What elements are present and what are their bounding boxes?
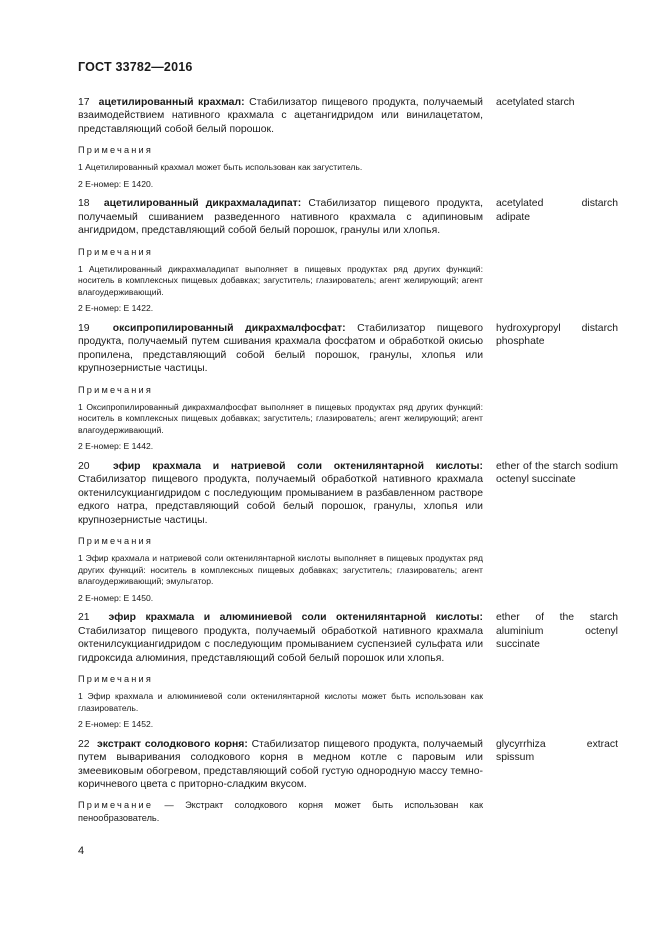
term-text: Стабилизатор пищевого продукта, получаемый путем вываривания солодкового корня в медном котле с паровым или змеевиковым обогревом, представляющий собой густую однородную массу темно-коричневого цвета с приторно-сладким вкусом.	[78, 738, 483, 791]
term-title: ацетилированный дикрахмаладипат:	[103, 198, 302, 210]
term-text: Стабилизатор пищевого продукта, получаемый сшиванием разведенного нативного крахмала с адипиновым ангидридом, представляющий собой белый порошок, гранулы или хлопья.	[78, 198, 483, 237]
note-item: 2 Е-номер: Е 1442.	[78, 441, 154, 452]
term-number: 22	[78, 738, 90, 750]
note-item: 1 Ацетилированный дикрахмаладипат выполняет в пищевых продуктах ряд других функций: носитель в комплексных пищевых добавках; загуститель; глазирователь; агент желирующий; агент влагоудерживающий.	[78, 263, 483, 297]
term-text: Стабилизатор пищевого продукта, получаемый взаимодействием нативного крахмала с ацетангидридом или винилацетатом, представляющий собой белый порошок.	[78, 97, 483, 135]
notes-title: Примечания	[78, 536, 154, 547]
term-definition	[78, 322, 483, 376]
page-number: 4	[78, 845, 85, 857]
term-number: 19	[78, 323, 90, 334]
english-equivalent: ether of the starch sodium octenyl succinate	[496, 461, 618, 486]
note-item: 2 Е-номер: Е 1450.	[78, 592, 154, 603]
term-definition	[78, 96, 483, 136]
note-item: 2 Е-номер: Е 1452.	[78, 719, 154, 730]
term-entry-19	[78, 322, 618, 453]
term-definition	[78, 738, 483, 792]
note-item: 1 Эфир крахмала и алюминиевой соли октенилянтарной кислоты может быть использован как глазирователь.	[78, 691, 483, 713]
term-title: эфир крахмала и натриевой соли октенилянтарной кислоты:	[112, 461, 483, 472]
term-title: ацетилированный крахмал:	[98, 97, 245, 108]
term-entry-22	[78, 738, 618, 825]
term-entry-20	[78, 460, 618, 604]
document-header: ГОСТ 33782—2016	[78, 60, 193, 74]
term-definition	[78, 611, 483, 665]
term-text: Стабилизатор пищевого продукта, получаемый путем сшивания крахмала фосфатом и обработкой окисью пропилена, представляющий собой белый порошок, гранулы, хлопья или крупнозернистые частицы.	[78, 323, 483, 375]
term-number: 18	[78, 198, 90, 210]
term-title: экстракт солодкового корня:	[97, 738, 248, 750]
term-entry-18	[78, 197, 618, 315]
term-title: эфир крахмала и алюминиевой соли октенилянтарной кислоты:	[108, 612, 483, 624]
notes-title: Примечания	[78, 674, 154, 685]
term-text: Стабилизатор пищевого продукта, получаемый обработкой нативного крахмала октенилсукциангидридом с последующим промыванием в разбавленном растворе едкого натра, представляющий собой белый порошок, гранулы, хлопья или крупнозернистые частицы.	[78, 474, 483, 526]
english-equivalent: glycyrrhiza extract spissum	[496, 738, 618, 764]
term-number: 20	[78, 461, 90, 472]
notes-title: Примечания	[78, 145, 154, 156]
term-entry-21	[78, 611, 618, 730]
term-number: 21	[78, 612, 90, 624]
note-label: Примечание	[78, 800, 154, 811]
single-note	[78, 799, 483, 824]
note-item: 1 Ацетилированный крахмал может быть использован как загуститель.	[78, 162, 363, 173]
note-item: 2 Е-номер: Е 1420.	[78, 178, 154, 189]
notes-title: Примечания	[78, 384, 154, 395]
english-equivalent: ether of the starch aluminium octenyl succinate	[496, 612, 618, 651]
term-definition	[78, 197, 483, 237]
term-text: Стабилизатор пищевого продукта, получаемый обработкой нативного крахмала октенилсукциангидридом с последующим промыванием суспензией сульфата или гидроксида алюминия, представляющий собой белый порошок или хлопья.	[78, 625, 483, 664]
term-entry-17	[78, 96, 618, 190]
term-title: оксипропилированный дикрахмалфосфат:	[112, 323, 346, 334]
term-number: 17	[78, 97, 90, 108]
note-item: 2 Е-номер: Е 1422.	[78, 303, 154, 314]
notes-title: Примечания	[78, 246, 154, 257]
english-equivalent: hydroxypropyl distarch phosphate	[496, 323, 618, 348]
note-item: 1 Оксипропилированный дикрахмалфосфат выполняет в пищевых продуктах ряд других функций: носитель в комплексных пищевых добавках; загуститель; глазирователь; агент желирующий; агент влагоудерживающий.	[78, 401, 483, 435]
english-equivalent: acetylated starch	[496, 97, 575, 108]
note-text: — Экстракт солодкового корня может быть использован как пенообразователь.	[78, 800, 483, 824]
term-definition	[78, 460, 483, 527]
english-equivalent: acetylated distarch adipate	[496, 198, 618, 223]
note-item: 1 Эфир крахмала и натриевой соли октенилянтарной кислоты выполняет в пищевых продуктах ряд других функций: носитель в комплексных пищевых добавках; загуститель; глазирователь; агент влагоудерживающий; эмульгатор.	[78, 553, 483, 587]
terms-list	[78, 96, 618, 832]
